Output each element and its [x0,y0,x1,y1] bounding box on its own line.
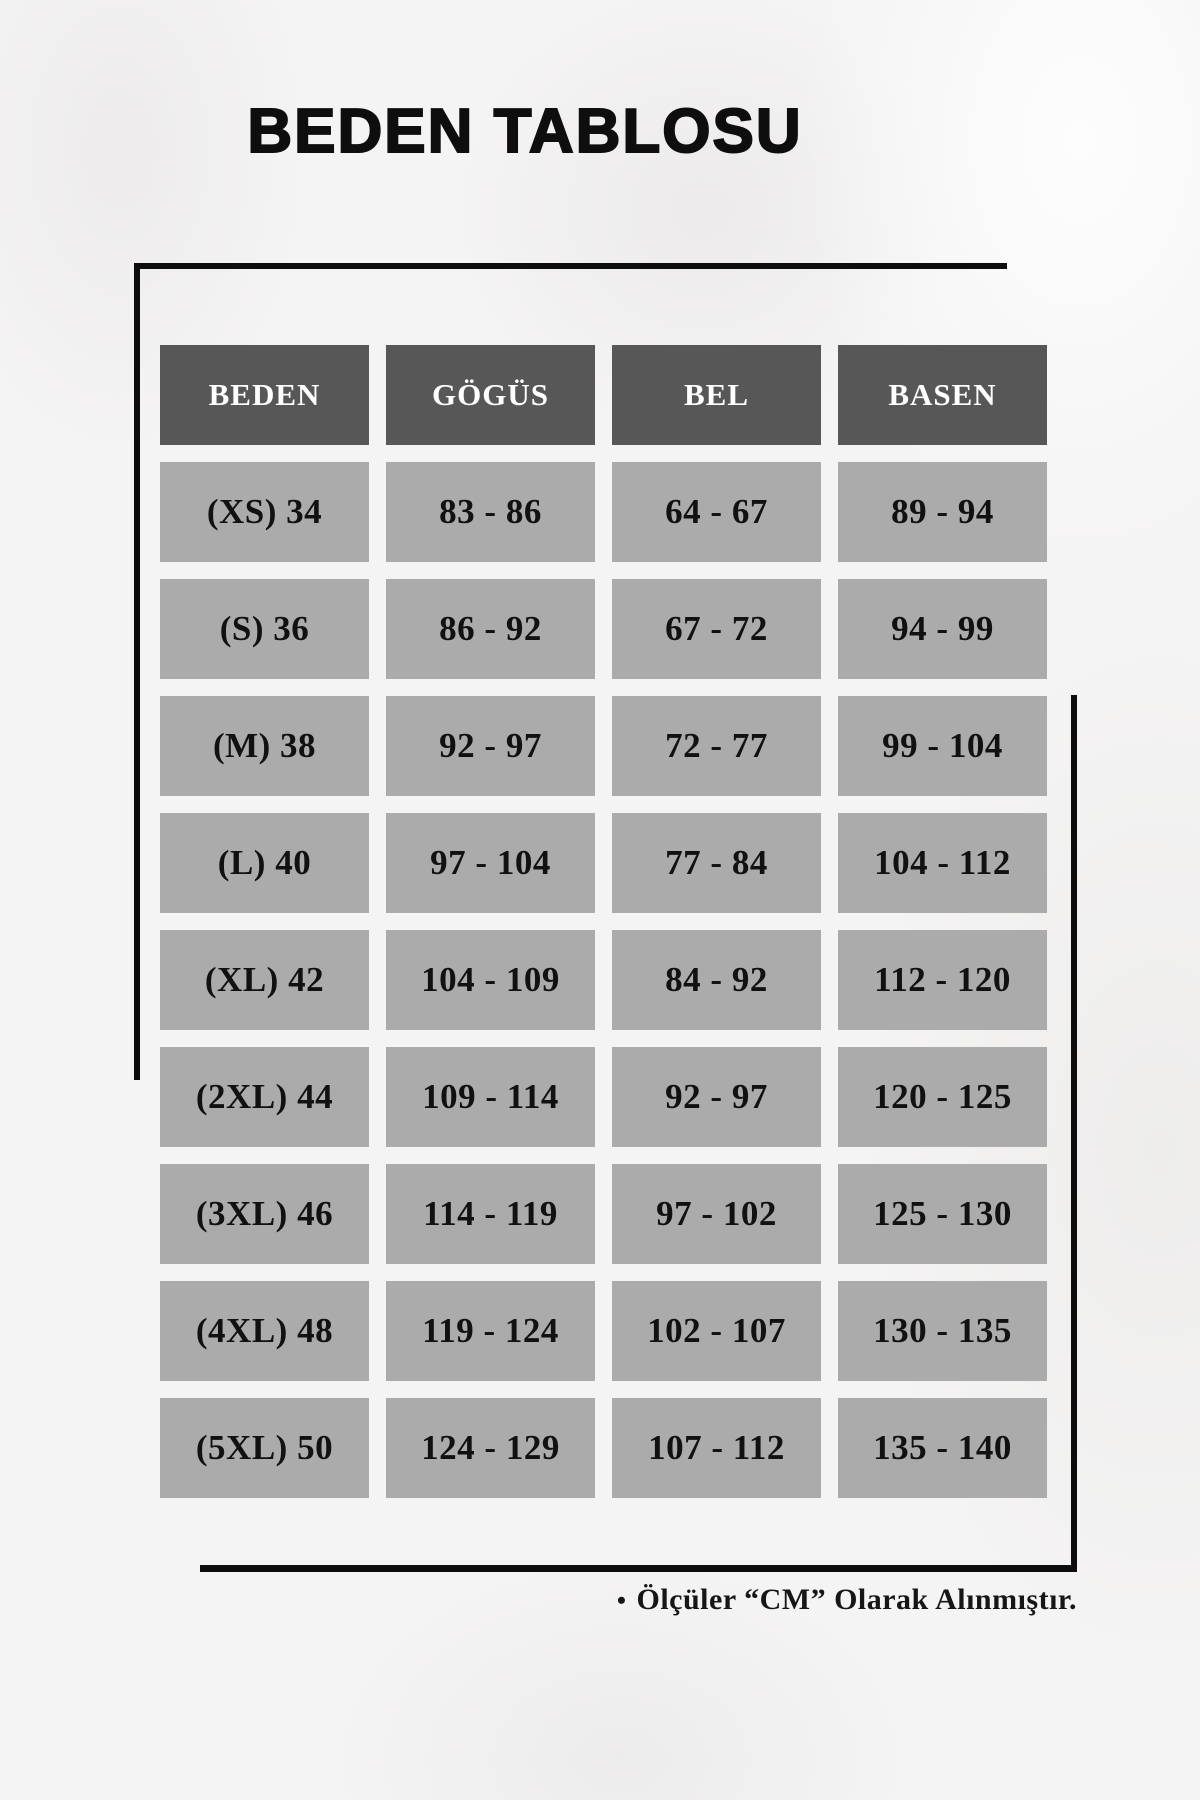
table-cell: 102 - 107 [612,1281,821,1381]
table-cell: 104 - 112 [838,813,1047,913]
footer-note [617,1583,1077,1617]
bullet-icon: • [616,1586,627,1615]
table-cell: 135 - 140 [838,1398,1047,1498]
table-cell: 99 - 104 [838,696,1047,796]
footer-text: Ölçüler “CM” Olarak Alınmıştır. [636,1583,1077,1616]
table-cell: (M) 38 [160,696,369,796]
table-cell: 89 - 94 [838,462,1047,562]
table-cell: 83 - 86 [386,462,595,562]
table-cell: 97 - 102 [612,1164,821,1264]
header-cell: BASEN [838,345,1047,445]
table-cell: (4XL) 48 [160,1281,369,1381]
table-cell: 104 - 109 [386,930,595,1030]
table-cell: 125 - 130 [838,1164,1047,1264]
decor-line-top-left-vertical [134,263,140,1080]
table-cell: (XS) 34 [160,462,369,562]
table-cell: (S) 36 [160,579,369,679]
table-cell: (5XL) 50 [160,1398,369,1498]
size-table [160,345,1047,1498]
header-cell: GÖGÜS [386,345,595,445]
table-cell: 120 - 125 [838,1047,1047,1147]
table-cell: 94 - 99 [838,579,1047,679]
decor-line-bottom-right-vertical [1071,695,1077,1572]
table-cell: (3XL) 46 [160,1164,369,1264]
decor-line-top-left-horizontal [134,263,1007,269]
decor-line-bottom-right-horizontal [200,1565,1077,1572]
page-title: BEDEN TABLOSU [247,97,803,166]
table-cell: 114 - 119 [386,1164,595,1264]
table-cell: 64 - 67 [612,462,821,562]
table-cell: 77 - 84 [612,813,821,913]
table-cell: 67 - 72 [612,579,821,679]
table-cell: 119 - 124 [386,1281,595,1381]
table-cell: 72 - 77 [612,696,821,796]
table-cell: (L) 40 [160,813,369,913]
table-cell: (2XL) 44 [160,1047,369,1147]
table-cell: 109 - 114 [386,1047,595,1147]
table-cell: 112 - 120 [838,930,1047,1030]
table-cell: 84 - 92 [612,930,821,1030]
header-cell: BEL [612,345,821,445]
table-cell: 130 - 135 [838,1281,1047,1381]
table-cell: 86 - 92 [386,579,595,679]
table-cell: 107 - 112 [612,1398,821,1498]
table-cell: (XL) 42 [160,930,369,1030]
table-cell: 124 - 129 [386,1398,595,1498]
table-cell: 92 - 97 [386,696,595,796]
table-cell: 97 - 104 [386,813,595,913]
header-cell: BEDEN [160,345,369,445]
table-cell: 92 - 97 [612,1047,821,1147]
